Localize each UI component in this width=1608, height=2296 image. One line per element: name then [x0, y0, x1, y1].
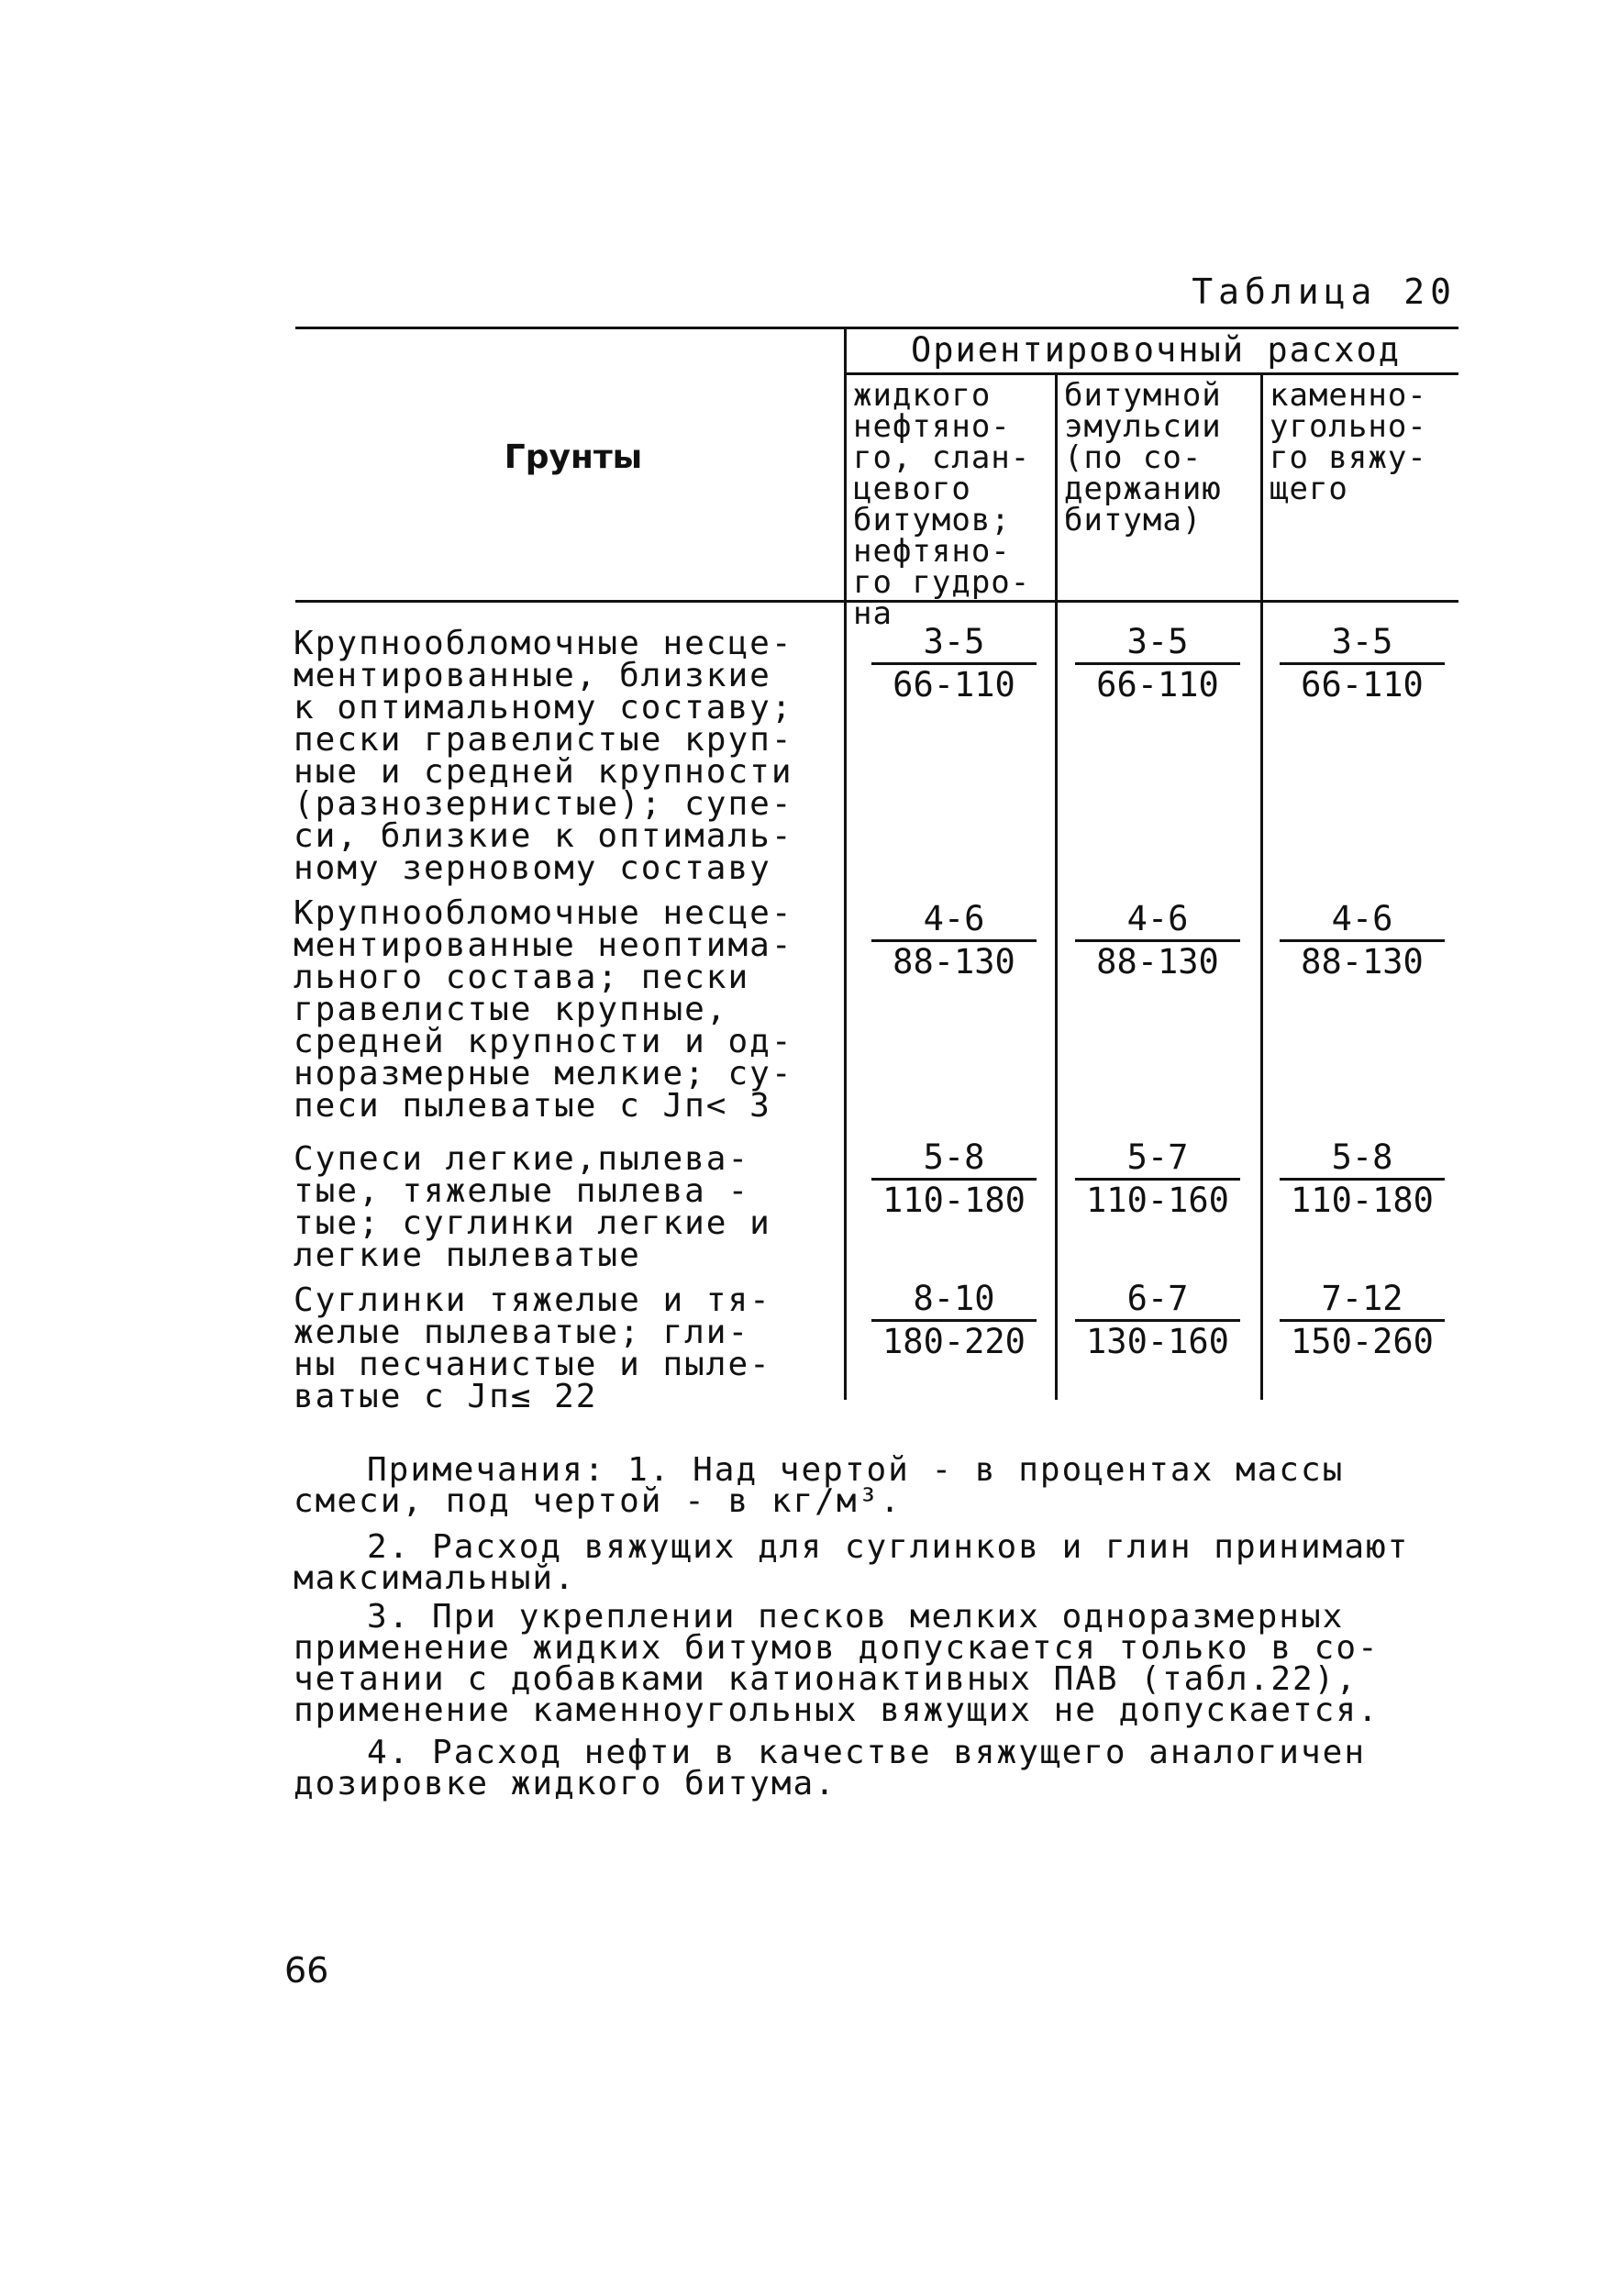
column-header-bitumen-emulsion: битумной эмульсии (по со- держанию битума) — [1064, 377, 1222, 538]
value-top: 4-6 — [923, 899, 985, 938]
column-header-coal-binder: каменно- угольно- го вяжу- щего — [1270, 377, 1427, 507]
value-cell — [862, 622, 1046, 705]
value-top: 3-5 — [1331, 622, 1393, 661]
value-bottom: 150-260 — [1291, 1322, 1434, 1361]
value-top: 8-10 — [913, 1279, 995, 1318]
table-top-rule — [295, 327, 1458, 329]
value-bottom: 88-130 — [893, 942, 1015, 982]
consumption-group-header: Ориентировочный расход — [910, 330, 1402, 370]
value-bottom: 88-130 — [1096, 942, 1219, 982]
value-top: 3-5 — [1126, 622, 1189, 661]
soil-description: Супеси легкие,пылева- тые, тяжелые пылева - тые; суглинки легкие и легкие пылеватые — [294, 1140, 771, 1274]
value-bottom: 110-180 — [1291, 1181, 1434, 1220]
value-cell — [1270, 899, 1454, 982]
group-header-rule — [844, 372, 1458, 375]
value-cell — [862, 1137, 1046, 1221]
value-cell — [1066, 1279, 1249, 1362]
column-divider-1 — [844, 327, 847, 1400]
value-bottom: 66-110 — [1096, 665, 1219, 704]
soil-description: Суглинки тяжелые и тя- желые пылеватые; гли- ны песчанистые и пыле- ватые с Jп≤ 22 — [294, 1281, 771, 1415]
value-cell — [1066, 899, 1249, 982]
value-bottom: 110-180 — [882, 1181, 1026, 1220]
note-2: 2. Расход вяжущих для суглинков и глин принимают максимальный. — [294, 1528, 1410, 1597]
value-top: 5-8 — [1331, 1137, 1393, 1177]
note-3: 3. При укреплении песков мелких одноразмерных применение жидких битумов допускается только в со- четании с добавками катионактивных ПАВ (табл.22), применение каменноугольных вяжущих не допускается. — [294, 1598, 1380, 1729]
soil-description: Крупнообломочные несце- ментированные неоптима- льного состава; пески гравелистые крупные, средней крупности и од- норазмерные мелкие; су- песи пылеватые с Jп< 3 — [294, 894, 793, 1125]
value-top: 4-6 — [1331, 899, 1393, 938]
note-4: 4. Расход нефти в качестве вяжущего аналогичен дозировке жидкого битума. — [294, 1734, 1366, 1802]
value-cell — [1066, 1137, 1249, 1221]
value-cell — [1270, 622, 1454, 705]
value-bottom: 180-220 — [882, 1322, 1026, 1361]
value-cell — [1270, 1137, 1454, 1221]
note-1: Примечания: 1. Над чертой - в процентах массы смеси, под чертой - в кг/м³. — [294, 1451, 1345, 1520]
value-bottom: 110-160 — [1086, 1181, 1229, 1220]
soil-description: Крупнообломочные несце- ментированные, близкие к оптимальному составу; пески гравелистые круп- ные и средней крупности (разнозернистые); супе- си, близкие к оптималь- ному зерновому составу — [294, 625, 793, 887]
value-top: 7-12 — [1321, 1279, 1403, 1318]
value-bottom: 66-110 — [893, 665, 1015, 704]
soils-column-header: Грунты — [504, 438, 643, 476]
column-divider-2 — [1055, 372, 1058, 1400]
column-divider-3 — [1260, 372, 1263, 1400]
value-cell — [862, 899, 1046, 982]
value-cell — [1066, 622, 1249, 705]
value-bottom: 88-130 — [1301, 942, 1424, 982]
value-cell — [1270, 1279, 1454, 1362]
value-top: 6-7 — [1126, 1279, 1189, 1318]
value-bottom: 66-110 — [1301, 665, 1424, 704]
value-top: 4-6 — [1126, 899, 1189, 938]
page-number: 66 — [284, 1950, 329, 1991]
value-top: 5-7 — [1126, 1137, 1189, 1177]
value-top: 3-5 — [923, 622, 985, 661]
value-top: 5-8 — [923, 1137, 985, 1177]
table-caption: Таблица 20 — [1192, 272, 1457, 312]
value-bottom: 130-160 — [1086, 1322, 1229, 1361]
value-cell — [862, 1279, 1046, 1362]
column-header-liquid-bitumen: жидкого нефтяно- го, слан- цевого битумов; нефтяно- го гудро- на — [853, 377, 1031, 632]
